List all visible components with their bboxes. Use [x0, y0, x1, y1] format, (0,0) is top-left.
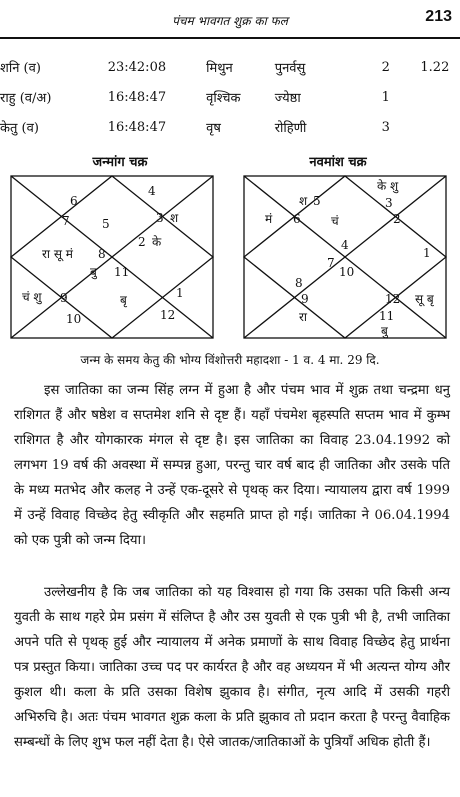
house-2-number: 3: [385, 196, 393, 210]
house-5-number: 1: [176, 286, 184, 300]
running-title: पंचम भावगत शुक्र का फल: [172, 14, 288, 28]
house-11-number: 6: [293, 212, 301, 226]
house-7-number: 10: [339, 265, 355, 279]
house-8-number: 10: [66, 312, 82, 326]
planet-cell: शनि (व): [0, 61, 41, 76]
paragraph-2-text: उल्लेखनीय है कि जब जातिका को यह विश्वास हो गया कि उसका पति किसी अन्य युवती के साथ गहरे प्रेम प्रसंग में संलिप्त है और उस युवती से एक पुत्री भी है, तभी जातिका अपने पति से पृथक् हुई और न्यायालय में अनेक प्रमाणों के साथ विवाह विच्छेद हेतु प्रार्थना पत्र प्रस्तुत किया। जातिका उच्च पद पर कार्यरत है और वह अध्ययन में भी अत्यन्त योग्य और कुशल थी। कला के प्रति उसका विशेष झुकाव है। संगीत, नृत्य आदि में उसकी गहरी अभिरुचि है। अतः पंचम भावगत शुक्र कला के प्रति झुकाव तो प्रदान करता है परन्तु वैवाहिक सम्बन्धों के लिए शुभ फल नहीं देता है। ऐसे जातक/जातिकाओं के पुत्रियाँ अधिक होती हैं।: [14, 585, 450, 750]
house-11-number: 7: [62, 214, 70, 228]
time-cell: 16:48:47: [107, 89, 167, 105]
rashi-cell: वृश्चिक: [206, 91, 241, 106]
house-3-number: 2: [393, 212, 401, 226]
extra-cell: 1.22: [420, 59, 450, 75]
nakshatra-cell: ज्येष्ठा: [274, 91, 301, 106]
janmang-chart: [10, 175, 214, 339]
extra-cell: [420, 82, 460, 112]
dasha-caption: जन्म के समय केतु की भोग्य विंशोत्तरी महादशा - 1 व. 4 मा. 29 दि.: [80, 353, 380, 367]
nakshatra-cell: पुनर्वसु: [274, 61, 306, 76]
house-6-number: 12: [160, 308, 176, 322]
house-10-extra-planet: बु: [90, 265, 97, 279]
planet-cell: केतु (व): [0, 121, 39, 136]
time-cell: 16:48:47: [107, 119, 167, 135]
header-rule: [0, 37, 460, 39]
planet-cell: राहु (व/अ): [0, 91, 52, 106]
house-7-planets: बृ: [120, 293, 127, 307]
house-4-number: 2: [138, 235, 146, 249]
house-6-planets: बु: [381, 324, 388, 338]
house-10-planets: रा सू मं: [42, 247, 73, 261]
table-row: [0, 52, 460, 82]
paragraph-1: [14, 378, 450, 553]
pada-cell: 3: [381, 119, 390, 135]
house-2-planets: के शु: [377, 179, 399, 193]
house-6-number: 11: [379, 309, 395, 323]
table-row: [0, 82, 460, 112]
house-1-number: 5: [102, 217, 110, 231]
page-header: [0, 8, 460, 34]
navamsha-chart: [243, 175, 447, 339]
house-1-planets: चं: [331, 214, 339, 228]
house-8-planets: रा: [299, 310, 308, 324]
house-8-number: 9: [301, 292, 309, 306]
house-9-number: 8: [295, 276, 303, 290]
table-row: [0, 112, 460, 142]
house-12-number: 6: [70, 194, 78, 208]
house-10-number: 8: [98, 247, 106, 261]
time-cell: 23:42:08: [107, 59, 167, 75]
house-11-planets: मं: [265, 212, 273, 226]
house-12-number: 5: [313, 194, 321, 208]
extra-cell: [420, 112, 460, 142]
house-7-number: 11: [114, 265, 130, 279]
house-2-number: 4: [148, 184, 156, 198]
pada-cell: 2: [381, 59, 390, 75]
paragraph-1-text: इस जातिका का जन्म सिंह लग्न में हुआ है और पंचम भाव में शुक्र तथा चन्द्रमा धनु राशिगत हैं और षष्ठेश व सप्तमेश शनि से दृष्ट हैं। यहाँ पंचमेश बृहस्पति सप्तम भाव में कुम्भ राशिगत है और योगकारक मंगल से दृष्ट है। इस जातिका का विवाह 23.04.1992 को लगभग 19 वर्ष की अवस्था में सम्पन्न हुआ, परन्तु चार वर्ष बाद ही जातिका और उसके पति के मध्य मतभेद और कलह ने उन्हें एक-दूसरे से पृथक् कर दिया। न्यायालय द्वारा वर्ष 1999 में उन्हें विवाह विच्छेद हेतु स्वीकृति और सहमति प्राप्त हो गई। जातिका ने 06.04.1994 को एक पुत्री को जन्म दिया।: [14, 383, 450, 548]
pada-cell: 1: [381, 89, 390, 105]
rashi-cell: वृष: [206, 121, 221, 136]
house-3-planets: श: [170, 211, 179, 225]
rashi-cell: मिथुन: [206, 61, 233, 76]
janmang-chart-title: जन्मांग चक्र: [92, 155, 148, 170]
house-5-number: 12: [385, 292, 401, 306]
house-3-number: 3: [156, 211, 164, 225]
house-4-number: 1: [423, 246, 431, 260]
planet-positions-table: [0, 52, 460, 142]
house-4-planets: के: [152, 235, 162, 249]
nakshatra-cell: रोहिणी: [274, 121, 307, 136]
house-9-number: 9: [60, 291, 68, 305]
navamsha-chart-title: नवमांश चक्र: [309, 155, 367, 170]
page-number: 213: [425, 8, 452, 25]
house-9-planets: चं शु: [22, 290, 42, 304]
house-10-number: 7: [327, 256, 335, 270]
house-1-number: 4: [341, 238, 349, 252]
paragraph-2: [14, 580, 450, 755]
house-5-planets: सू बृ: [415, 292, 434, 306]
chart-grid: [244, 176, 446, 338]
house-12-planets: श: [299, 194, 308, 208]
